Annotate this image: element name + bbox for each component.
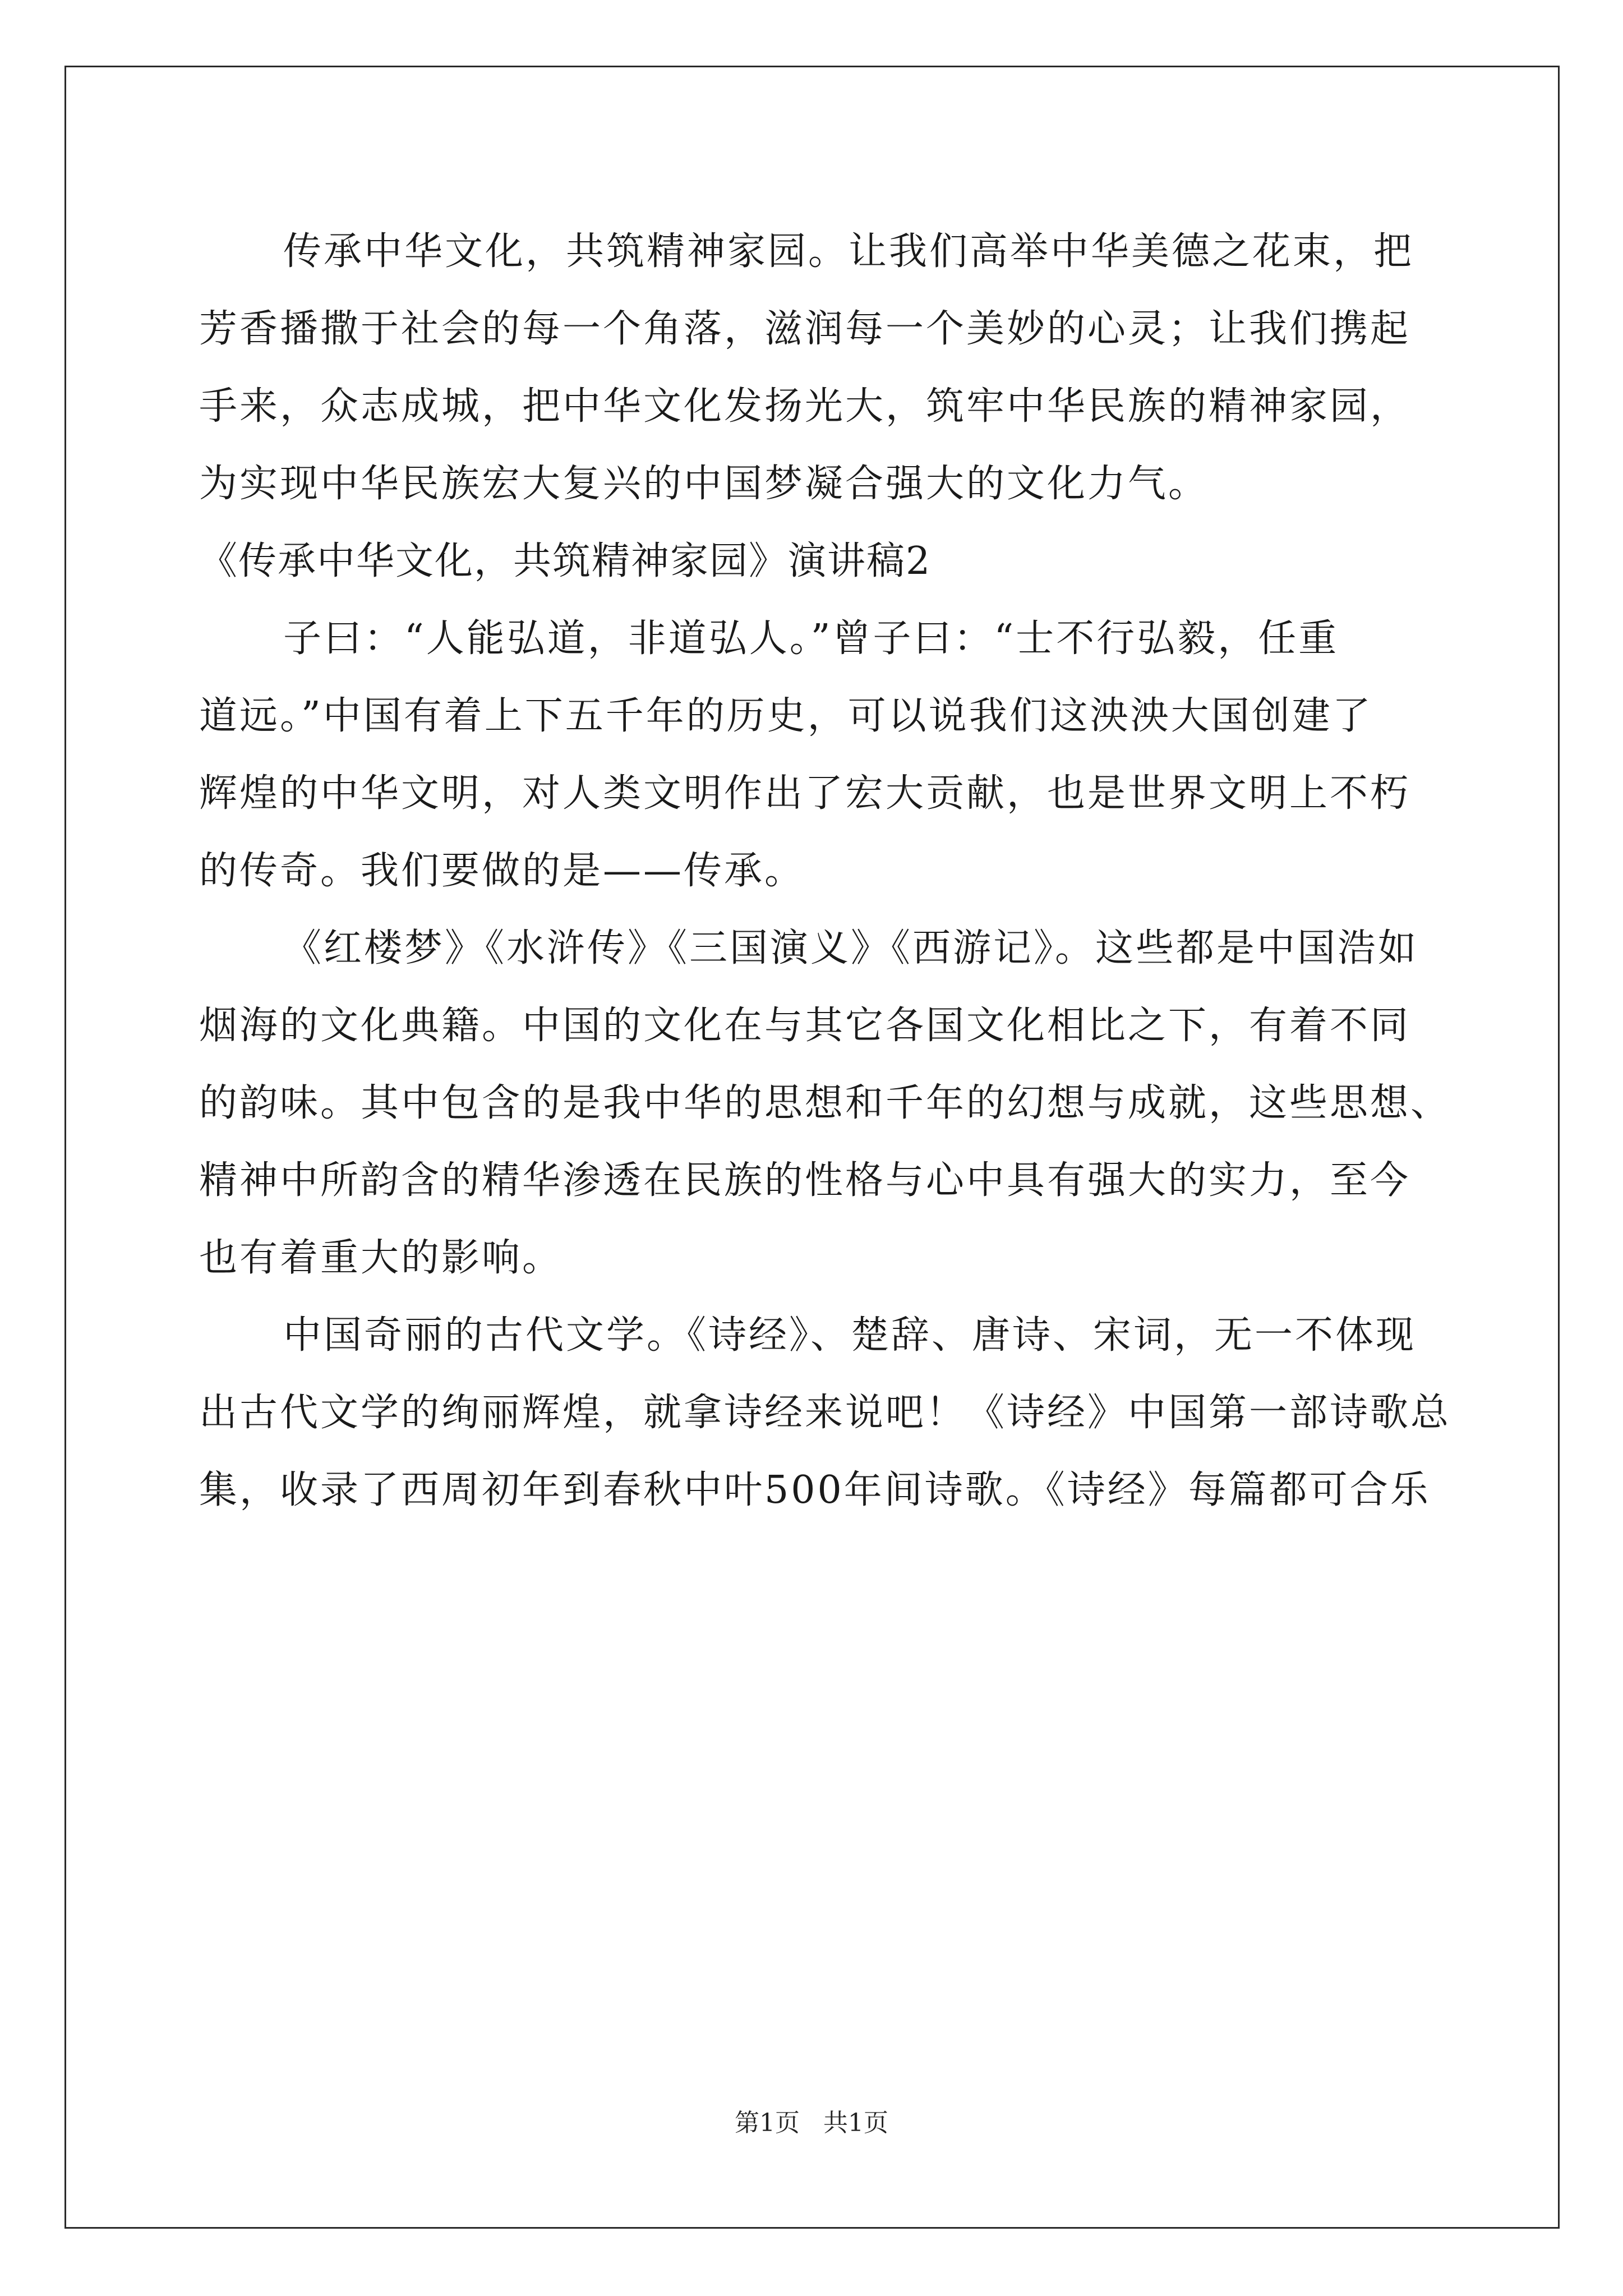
text-line: 辉煌的中华文明，对人类文明作出了宏大贡献，也是世界文明上不朽 [199,771,1411,816]
paragraph-literature [199,1297,1451,1529]
paragraph-intro [199,600,1433,910]
section-heading [199,523,1433,600]
text-line: 出古代文学的绚丽辉煌，就拿诗经来说吧！《诗经》中国第一部诗歌总 [199,1391,1451,1435]
text-line: 传承中华文化，共筑精神家园。让我们高举中华美德之花束，把 [283,229,1414,274]
text-line: 《红楼梦》《水浒传》《三国演义》《西游记》。这些都是中国浩如 [283,926,1419,970]
text-line: 的传奇。我们要做的是——传承。 [199,849,805,893]
paragraph-classics [199,910,1451,1297]
text-line: 集，收录了西周初年到春秋中叶500年间诗歌。《诗经》每篇都可合乐 [199,1468,1431,1512]
text-line: 的韵味。其中包含的是我中华的思想和千年的幻想与成就，这些思想、 [199,1081,1451,1125]
text-line: 中国奇丽的古代文学。《诗经》、楚辞、唐诗、宋词，无一不体现 [283,1313,1417,1358]
text-line: 为实现中华民族宏大复兴的中国梦凝合强大的文化力气。 [199,462,1209,506]
text-line: 烟海的文化典籍。中国的文化在与其它各国文化相比之下，有着不同 [199,1004,1411,1048]
text-line: 子曰：“人能弘道，非道弘人。”曾子曰：“士不行弘毅，任重 [283,616,1339,661]
heading-text: 《传承中华文化，共筑精神家园》演讲稿2 [199,539,932,583]
document-body [199,213,1451,1529]
text-line: 精神中所韵含的精华渗透在民族的性格与心中具有强大的实力，至今 [199,1158,1411,1203]
text-line: 手来，众志成城，把中华文化发扬光大，筑牢中华民族的精神家园， [199,384,1411,429]
page-footer: 第1页 共1页 [735,2109,888,2137]
text-line: 也有着重大的影响。 [199,1236,563,1280]
text-line: 道远。”中国有着上下五千年的历史，可以说我们这泱泱大国创建了 [199,694,1373,738]
text-line: 芳香播撒于社会的每一个角落，滋润每一个美妙的心灵；让我们携起 [199,307,1411,351]
paragraph-closing [199,213,1433,523]
